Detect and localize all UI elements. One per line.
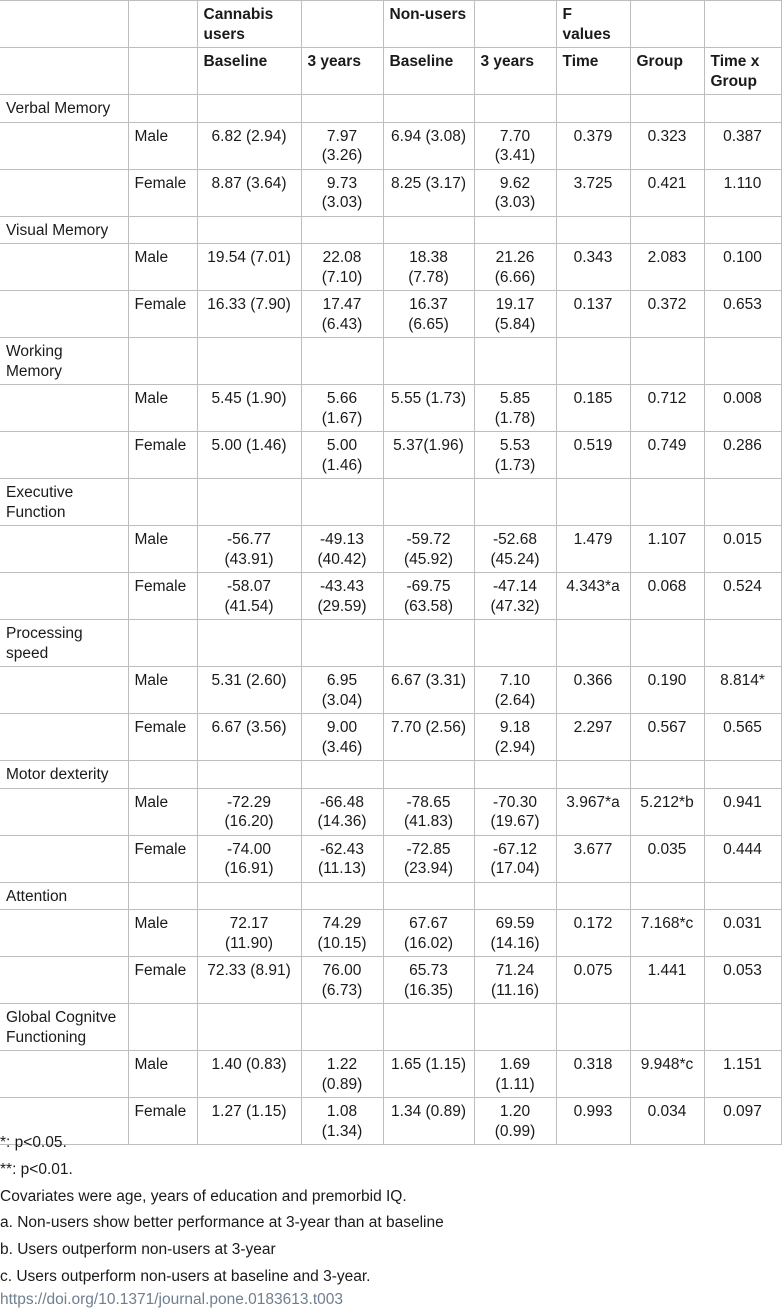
empty-cell (0, 385, 128, 432)
table-cell: 17.47 (6.43) (301, 291, 383, 338)
empty-cell (630, 1004, 704, 1051)
empty-cell (630, 761, 704, 789)
empty-cell (128, 620, 197, 667)
table-cell: 9.18 (2.94) (474, 714, 556, 761)
table-cell: 0.524 (704, 573, 781, 620)
empty-cell (383, 216, 474, 244)
empty-cell (704, 761, 781, 789)
doi-link[interactable]: https://doi.org/10.1371/journal.pone.0183613.t003 (0, 1291, 343, 1308)
empty-cell (301, 882, 383, 910)
table-cell: 0.015 (704, 526, 781, 573)
table-cell: 2.297 (556, 714, 630, 761)
table-cell: 5.00 (1.46) (301, 432, 383, 479)
table-row (0, 244, 781, 291)
empty-cell (301, 761, 383, 789)
table-cell: -67.12 (17.04) (474, 835, 556, 882)
table-row (0, 291, 781, 338)
table-cell: -72.29 (16.20) (197, 788, 301, 835)
table-cell: 0.993 (556, 1098, 630, 1145)
domain-row (0, 338, 781, 385)
empty-cell (197, 761, 301, 789)
table-cell: 0.372 (630, 291, 704, 338)
table-cell: 19.54 (7.01) (197, 244, 301, 291)
table-cell: 1.441 (630, 957, 704, 1004)
table-row (0, 432, 781, 479)
header-3-years: 3 years (301, 48, 383, 95)
sex-label: Female (128, 432, 197, 479)
table-cell: 0.100 (704, 244, 781, 291)
table-row (0, 169, 781, 216)
empty-cell (128, 95, 197, 123)
empty-cell (128, 761, 197, 789)
header-cannabis-users: Cannabis users (197, 1, 301, 48)
empty-cell (0, 526, 128, 573)
sex-label: Female (128, 835, 197, 882)
empty-cell (0, 122, 128, 169)
empty-cell (630, 338, 704, 385)
empty-cell (556, 761, 630, 789)
empty-cell (383, 95, 474, 123)
table-cell: -56.77 (43.91) (197, 526, 301, 573)
table-cell: 5.37(1.96) (383, 432, 474, 479)
table-cell: 9.62 (3.03) (474, 169, 556, 216)
domain-row (0, 479, 781, 526)
table-cell: 67.67 (16.02) (383, 910, 474, 957)
domain-label: Visual Memory (0, 216, 128, 244)
header-cell (0, 1, 128, 48)
sex-label: Female (128, 1098, 197, 1145)
header-row-groups (0, 1, 781, 48)
table-row (0, 835, 781, 882)
domain-row (0, 1004, 781, 1051)
table-cell: 5.85 (1.78) (474, 385, 556, 432)
sex-label: Male (128, 788, 197, 835)
empty-cell (383, 882, 474, 910)
table-cell: 0.137 (556, 291, 630, 338)
table-cell: 1.65 (1.15) (383, 1051, 474, 1098)
table-cell: 0.366 (556, 667, 630, 714)
table-row (0, 714, 781, 761)
table-cell: 65.73 (16.35) (383, 957, 474, 1004)
table-cell: 69.59 (14.16) (474, 910, 556, 957)
table-cell: 0.068 (630, 573, 704, 620)
domain-row (0, 761, 781, 789)
table-cell: 6.82 (2.94) (197, 122, 301, 169)
empty-cell (0, 835, 128, 882)
table-cell: 22.08 (7.10) (301, 244, 383, 291)
footnote: c. Users outperform non-users at baseline and 3-year. (0, 1267, 371, 1285)
table-row (0, 910, 781, 957)
table-row (0, 957, 781, 1004)
domain-label: Global Cognitve Functioning (0, 1004, 128, 1051)
empty-cell (704, 216, 781, 244)
sex-label: Male (128, 526, 197, 573)
table-cell: 9.948*c (630, 1051, 704, 1098)
empty-cell (128, 338, 197, 385)
table-cell: -69.75 (63.58) (383, 573, 474, 620)
table-cell: 1.40 (0.83) (197, 1051, 301, 1098)
table-cell: 1.107 (630, 526, 704, 573)
empty-cell (630, 620, 704, 667)
table-cell: 0.421 (630, 169, 704, 216)
empty-cell (0, 788, 128, 835)
empty-cell (301, 620, 383, 667)
table-cell: 1.22 (0.89) (301, 1051, 383, 1098)
empty-cell (383, 338, 474, 385)
table-cell: 0.190 (630, 667, 704, 714)
table-cell: 0.172 (556, 910, 630, 957)
table-cell: 18.38 (7.78) (383, 244, 474, 291)
header-non-users: Non-users (383, 1, 474, 48)
table-cell: 4.343*a (556, 573, 630, 620)
empty-cell (0, 714, 128, 761)
table-row (0, 573, 781, 620)
domain-label: Verbal Memory (0, 95, 128, 123)
header-cell (0, 48, 128, 95)
table-cell: -47.14 (47.32) (474, 573, 556, 620)
table-cell: 0.653 (704, 291, 781, 338)
table-cell: 16.37 (6.65) (383, 291, 474, 338)
table-cell: 0.034 (630, 1098, 704, 1145)
table-cell: 3.725 (556, 169, 630, 216)
table-cell: 7.97 (3.26) (301, 122, 383, 169)
empty-cell (556, 620, 630, 667)
empty-cell (474, 620, 556, 667)
table-cell: 72.33 (8.91) (197, 957, 301, 1004)
table-cell: 0.444 (704, 835, 781, 882)
sex-label: Male (128, 1051, 197, 1098)
table-cell: -52.68 (45.24) (474, 526, 556, 573)
empty-cell (474, 761, 556, 789)
header-cell (128, 1, 197, 48)
table-cell: 16.33 (7.90) (197, 291, 301, 338)
sex-label: Female (128, 169, 197, 216)
table-cell: 0.053 (704, 957, 781, 1004)
table-cell: -62.43 (11.13) (301, 835, 383, 882)
empty-cell (630, 216, 704, 244)
table-cell: 3.677 (556, 835, 630, 882)
domain-label: Processing speed (0, 620, 128, 667)
table-cell: 0.343 (556, 244, 630, 291)
empty-cell (128, 882, 197, 910)
sex-label: Male (128, 667, 197, 714)
table-cell: 6.67 (3.56) (197, 714, 301, 761)
empty-cell (128, 216, 197, 244)
empty-cell (704, 1004, 781, 1051)
table-cell: 0.519 (556, 432, 630, 479)
domain-label: Attention (0, 882, 128, 910)
table-cell: -43.43 (29.59) (301, 573, 383, 620)
empty-cell (556, 479, 630, 526)
table-cell: 5.53 (1.73) (474, 432, 556, 479)
table-cell: 5.66 (1.67) (301, 385, 383, 432)
footnote: a. Non-users show better performance at 3-year than at baseline (0, 1214, 444, 1232)
table-cell: 0.008 (704, 385, 781, 432)
header-cell (630, 1, 704, 48)
sex-label: Female (128, 291, 197, 338)
table-cell: 0.387 (704, 122, 781, 169)
header-time-x-group: Time x Group (704, 48, 781, 95)
table-cell: 1.20 (0.99) (474, 1098, 556, 1145)
table-cell: 74.29 (10.15) (301, 910, 383, 957)
sex-label: Female (128, 573, 197, 620)
domain-label: Working Memory (0, 338, 128, 385)
empty-cell (704, 338, 781, 385)
empty-cell (474, 338, 556, 385)
empty-cell (197, 1004, 301, 1051)
table-cell: -59.72 (45.92) (383, 526, 474, 573)
empty-cell (0, 957, 128, 1004)
table-cell: 9.73 (3.03) (301, 169, 383, 216)
empty-cell (630, 882, 704, 910)
empty-cell (556, 95, 630, 123)
table-cell: 0.031 (704, 910, 781, 957)
empty-cell (474, 479, 556, 526)
empty-cell (197, 882, 301, 910)
sex-label: Male (128, 910, 197, 957)
table-cell: 2.083 (630, 244, 704, 291)
domain-row (0, 216, 781, 244)
table-cell: 3.967*a (556, 788, 630, 835)
table-cell: 0.323 (630, 122, 704, 169)
table-cell: 0.712 (630, 385, 704, 432)
domain-row (0, 620, 781, 667)
empty-cell (704, 479, 781, 526)
empty-cell (704, 882, 781, 910)
header-cell (704, 1, 781, 48)
table-cell: 8.25 (3.17) (383, 169, 474, 216)
table-cell: 8.814* (704, 667, 781, 714)
empty-cell (630, 95, 704, 123)
empty-cell (0, 169, 128, 216)
table-cell: 5.212*b (630, 788, 704, 835)
table-row (0, 385, 781, 432)
table-cell: 5.55 (1.73) (383, 385, 474, 432)
domain-row (0, 882, 781, 910)
empty-cell (556, 338, 630, 385)
table-cell: -72.85 (23.94) (383, 835, 474, 882)
header-row-columns (0, 48, 781, 95)
empty-cell (0, 1051, 128, 1098)
empty-cell (704, 95, 781, 123)
table-cell: 1.08 (1.34) (301, 1098, 383, 1145)
empty-cell (474, 1004, 556, 1051)
empty-cell (383, 479, 474, 526)
table-cell: 6.94 (3.08) (383, 122, 474, 169)
header-baseline: Baseline (197, 48, 301, 95)
table-cell: 21.26 (6.66) (474, 244, 556, 291)
table-row (0, 667, 781, 714)
footnote: b. Users outperform non-users at 3-year (0, 1241, 276, 1259)
sex-label: Female (128, 957, 197, 1004)
table-row (0, 526, 781, 573)
table-cell: 0.379 (556, 122, 630, 169)
table-cell: 0.075 (556, 957, 630, 1004)
empty-cell (556, 216, 630, 244)
table-cell: 7.70 (2.56) (383, 714, 474, 761)
table-cell: 0.749 (630, 432, 704, 479)
table-cell: -66.48 (14.36) (301, 788, 383, 835)
empty-cell (197, 620, 301, 667)
empty-cell (383, 761, 474, 789)
table-cell: -70.30 (19.67) (474, 788, 556, 835)
header-cell (474, 1, 556, 48)
table-cell: 0.567 (630, 714, 704, 761)
sex-label: Female (128, 714, 197, 761)
empty-cell (0, 291, 128, 338)
empty-cell (0, 573, 128, 620)
table-cell: 8.87 (3.64) (197, 169, 301, 216)
table-row (0, 1051, 781, 1098)
table-cell: -49.13 (40.42) (301, 526, 383, 573)
table-cell: 1.479 (556, 526, 630, 573)
header-cell (128, 48, 197, 95)
domain-row (0, 95, 781, 123)
table-cell: 19.17 (5.84) (474, 291, 556, 338)
table-cell: 72.17 (11.90) (197, 910, 301, 957)
empty-cell (197, 338, 301, 385)
empty-cell (197, 95, 301, 123)
table-cell: 9.00 (3.46) (301, 714, 383, 761)
table-cell: 7.10 (2.64) (474, 667, 556, 714)
table-cell: 0.941 (704, 788, 781, 835)
empty-cell (474, 95, 556, 123)
table-cell: 6.95 (3.04) (301, 667, 383, 714)
empty-cell (0, 910, 128, 957)
empty-cell (630, 479, 704, 526)
domain-label: Executive Function (0, 479, 128, 526)
footnote: **: p<0.01. (0, 1160, 73, 1178)
table-cell: 0.565 (704, 714, 781, 761)
footnote: Covariates were age, years of education and premorbid IQ. (0, 1187, 407, 1205)
header-3-years: 3 years (474, 48, 556, 95)
table-cell: 7.70 (3.41) (474, 122, 556, 169)
header-cell (301, 1, 383, 48)
table-cell: 71.24 (11.16) (474, 957, 556, 1004)
table-cell: -78.65 (41.83) (383, 788, 474, 835)
table-cell: 1.27 (1.15) (197, 1098, 301, 1145)
empty-cell (383, 620, 474, 667)
header-f-values: F values (556, 1, 630, 48)
table-cell: 0.318 (556, 1051, 630, 1098)
table-cell: 0.097 (704, 1098, 781, 1145)
empty-cell (301, 479, 383, 526)
empty-cell (301, 216, 383, 244)
table-cell: -74.00 (16.91) (197, 835, 301, 882)
empty-cell (474, 216, 556, 244)
empty-cell (0, 667, 128, 714)
empty-cell (301, 338, 383, 385)
table-cell: 7.168*c (630, 910, 704, 957)
empty-cell (197, 216, 301, 244)
table-row (0, 122, 781, 169)
table-cell: 5.00 (1.46) (197, 432, 301, 479)
table-cell: -58.07 (41.54) (197, 573, 301, 620)
table-cell: 6.67 (3.31) (383, 667, 474, 714)
empty-cell (0, 432, 128, 479)
empty-cell (197, 479, 301, 526)
empty-cell (301, 1004, 383, 1051)
table-cell: 1.151 (704, 1051, 781, 1098)
empty-cell (556, 1004, 630, 1051)
table-cell: 5.31 (2.60) (197, 667, 301, 714)
empty-cell (383, 1004, 474, 1051)
sex-label: Male (128, 385, 197, 432)
table-row (0, 788, 781, 835)
header-time: Time (556, 48, 630, 95)
sex-label: Male (128, 244, 197, 291)
empty-cell (128, 479, 197, 526)
domain-label: Motor dexterity (0, 761, 128, 789)
empty-cell (128, 1004, 197, 1051)
empty-cell (0, 244, 128, 291)
empty-cell (301, 95, 383, 123)
empty-cell (474, 882, 556, 910)
empty-cell (704, 620, 781, 667)
table-cell: 0.185 (556, 385, 630, 432)
empty-cell (556, 882, 630, 910)
table-cell: 76.00 (6.73) (301, 957, 383, 1004)
table-cell: 1.69 (1.11) (474, 1051, 556, 1098)
footnote: *: p<0.05. (0, 1134, 67, 1151)
table-cell: 0.286 (704, 432, 781, 479)
table-cell: 0.035 (630, 835, 704, 882)
sex-label: Male (128, 122, 197, 169)
header-baseline: Baseline (383, 48, 474, 95)
header-group: Group (630, 48, 704, 95)
table-cell: 1.110 (704, 169, 781, 216)
table-footnotes (0, 1130, 783, 1291)
table-cell: 1.34 (0.89) (383, 1098, 474, 1145)
table-cell: 5.45 (1.90) (197, 385, 301, 432)
